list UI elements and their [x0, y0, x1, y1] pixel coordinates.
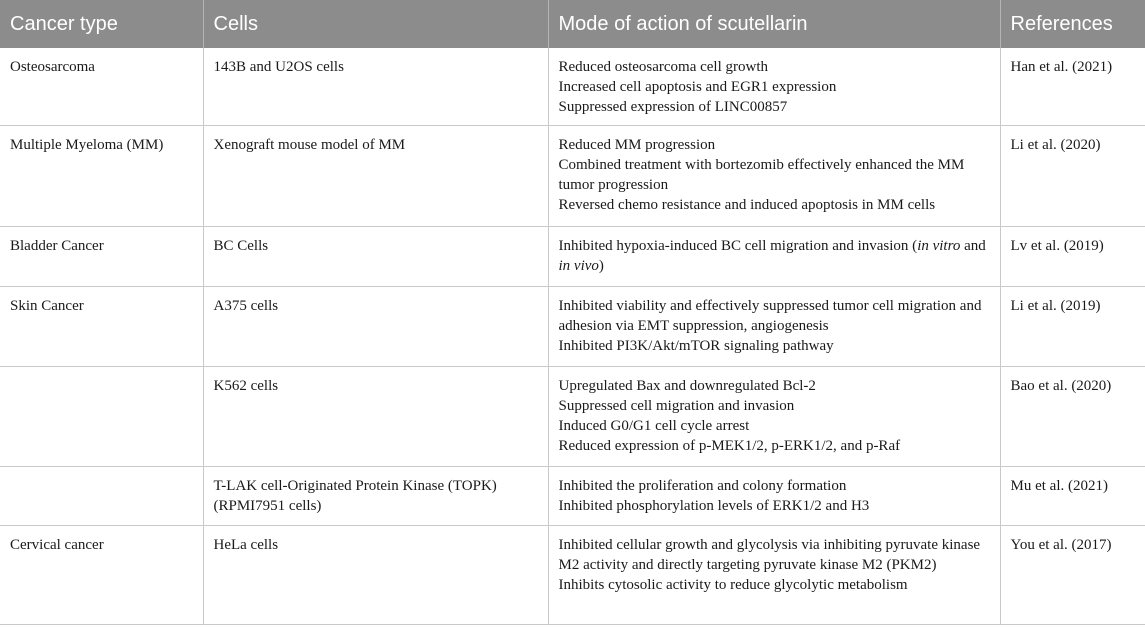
mode-line: Inhibits cytosolic activity to reduce glycolytic metabolism	[558, 577, 908, 593]
reference-cell: Lv et al. (2019)	[1000, 227, 1145, 287]
reference-cell: Mu et al. (2021)	[1000, 467, 1145, 526]
table-row	[0, 526, 1145, 625]
mode-italic-in-vitro: in vitro	[917, 238, 961, 254]
mode-line: Combined treatment with bortezomib effectively enhanced the MM tumor progression	[558, 157, 965, 193]
cells-cell: BC Cells	[203, 227, 548, 287]
table-row	[0, 126, 1145, 227]
cancer-type-cell: Bladder Cancer	[0, 227, 203, 287]
cells-cell: K562 cells	[203, 367, 548, 467]
cancer-type-cell: Skin Cancer	[0, 287, 203, 367]
header-mode-of-action: Mode of action of scutellarin	[548, 0, 1000, 48]
table-row	[0, 48, 1145, 126]
mode-line: Increased cell apoptosis and EGR1 expression	[558, 79, 837, 95]
mode-line: Inhibited viability and effectively suppressed tumor cell migration and adhesion via EMT suppression, angiogenesis	[558, 298, 982, 334]
reference-cell: Han et al. (2021)	[1000, 48, 1145, 126]
cells-cell: 143B and U2OS cells	[203, 48, 548, 126]
reference-cell: Bao et al. (2020)	[1000, 367, 1145, 467]
mode-line: Inhibited the proliferation and colony formation	[558, 478, 847, 494]
header-cells: Cells	[203, 0, 548, 48]
header-references: References	[1000, 0, 1145, 48]
mode-line: Reversed chemo resistance and induced apoptosis in MM cells	[558, 197, 936, 213]
mode-line: Reduced expression of p-MEK1/2, p-ERK1/2, and p-Raf	[558, 438, 901, 454]
mode-of-action-cell	[548, 287, 1000, 367]
mode-of-action-cell	[548, 467, 1000, 526]
cells-cell: A375 cells	[203, 287, 548, 367]
table-row	[0, 227, 1145, 287]
mode-line: Reduced osteosarcoma cell growth	[558, 59, 769, 75]
table-body	[0, 48, 1145, 625]
mode-text: and	[960, 238, 986, 254]
cancer-type-cell	[0, 467, 203, 526]
table-row	[0, 367, 1145, 467]
cancer-type-cell: Osteosarcoma	[0, 48, 203, 126]
reference-cell: Li et al. (2019)	[1000, 287, 1145, 367]
header-cancer-type: Cancer type	[0, 0, 203, 48]
mode-line: Suppressed expression of LINC00857	[558, 99, 788, 115]
mode-line: Inhibited cellular growth and glycolysis via inhibiting pyruvate kinase M2 activity and directly targeting pyruvate kinase M2 (PKM2)	[558, 537, 981, 573]
mode-text: Inhibited hypoxia-induced BC cell migration and invasion (	[558, 238, 918, 254]
mode-line: Suppressed cell migration and invasion	[558, 398, 795, 414]
cells-cell: T-LAK cell-Originated Protein Kinase (TOPK) (RPMI7951 cells)	[203, 467, 548, 526]
mode-of-action-cell	[548, 526, 1000, 625]
mode-line: Inhibited phosphorylation levels of ERK1/2 and H3	[558, 498, 870, 514]
cells-cell: HeLa cells	[203, 526, 548, 625]
mode-of-action-cell	[548, 48, 1000, 126]
table-row	[0, 287, 1145, 367]
mode-of-action-cell	[548, 126, 1000, 227]
cancer-type-cell: Cervical cancer	[0, 526, 203, 625]
header-row	[0, 0, 1145, 48]
mode-line: Upregulated Bax and downregulated Bcl-2	[558, 378, 816, 394]
mode-line: Reduced MM progression	[558, 137, 716, 153]
cancer-type-cell	[0, 367, 203, 467]
table-row	[0, 467, 1145, 526]
mode-line: Inhibited PI3K/Akt/mTOR signaling pathway	[558, 338, 834, 354]
cells-cell: Xenograft mouse model of MM	[203, 126, 548, 227]
reference-cell: You et al. (2017)	[1000, 526, 1145, 625]
mode-italic-in-vivo: in vivo	[558, 258, 599, 274]
table-header	[0, 0, 1145, 48]
mode-of-action-cell	[548, 367, 1000, 467]
reference-cell: Li et al. (2020)	[1000, 126, 1145, 227]
mode-text: )	[598, 258, 604, 274]
mode-line: Induced G0/G1 cell cycle arrest	[558, 418, 750, 434]
cancer-type-cell: Multiple Myeloma (MM)	[0, 126, 203, 227]
mode-of-action-cell	[548, 227, 1000, 287]
